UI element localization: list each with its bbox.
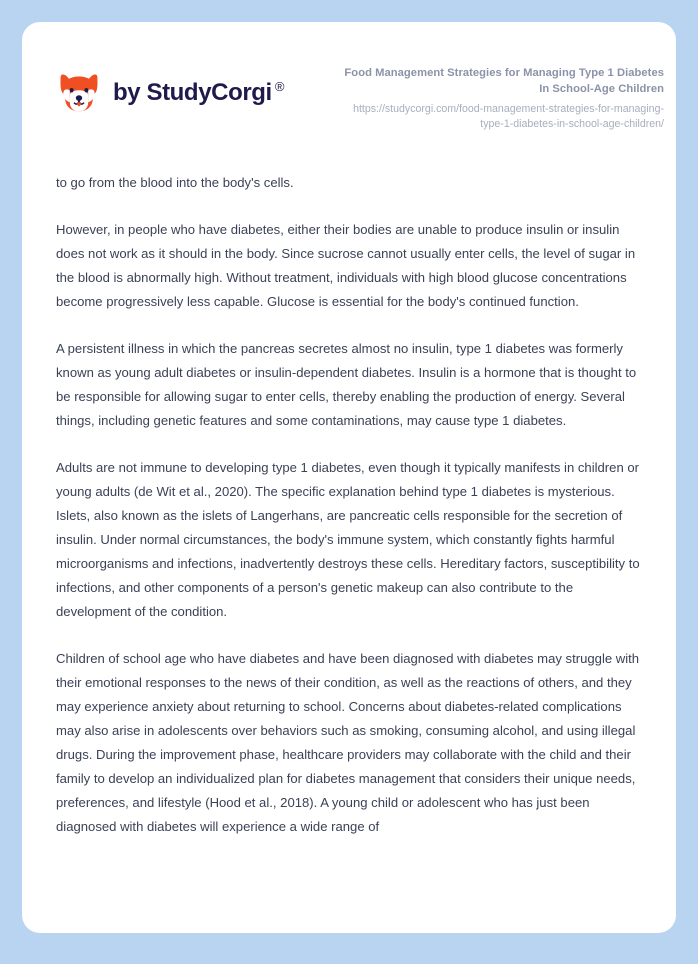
paragraph: Adults are not immune to developing type 1 diabetes, even though it typically manifests in children or young adults (de Wit et al., 2020). The specific explanation behind type 1 diabetes is mysterious. Islets, also known as the islets of Langerhans, are pancreatic cells responsible for the secretion of insulin. Under normal circumstances, the body's immune system, which constantly fights harmful microorganisms and infections, inadvertently destroys these cells. Hereditary factors, susceptibility to infections, and other components of a person's genetic makeup can also contribute to the development of the condition.: [56, 459, 640, 619]
document-page: [22, 22, 676, 933]
document-body: [22, 133, 676, 839]
registered-trademark-icon: ®: [274, 79, 284, 94]
paragraph: A persistent illness in which the pancreas secretes almost no insulin, type 1 diabetes was formerly known as young adult diabetes or insulin-dependent diabetes. Insulin is a hormone that is thought to be responsible for allowing sugar to enter cells, thereby enabling the production of energy. Several things, including genetic features and some contaminations, may cause type 1 diabetes.: [56, 340, 637, 428]
page-title: Food Management Strategies for Managing Type 1 Diabetes In School-Age Children: [344, 67, 664, 95]
source-url[interactable]: https://studycorgi.com/food-management-strategies-for-managing-type-1-diabetes-in-school-age-children/: [353, 102, 664, 131]
paragraph: However, in people who have diabetes, either their bodies are unable to produce insulin or insulin does not work as it should in the body. Since sucrose cannot usually enter cells, the level of sugar in the blood is abnormally high. Without treatment, individuals with high blood glucose concentrations become progressively less capable. Glucose is essential for the body's continued function.: [56, 221, 636, 309]
paragraph: Children of school age who have diabetes and have been diagnosed with diabetes may struggle with their emotional responses to the news of their condition, as well as the reactions of others, and they may experience anxiety about returning to school. Concerns about diabetes-related complications may also arise in adolescents over behaviors such as smoking, consuming alcohol, and using illegal drugs. During the improvement phase, healthcare providers may collaborate with the child and their family to develop an individualized plan for diabetes management that considers their unique needs, preferences, and lifestyle (Hood et al., 2018). A young child or adolescent who has just been diagnosed with diabetes will experience a wide range of: [56, 650, 640, 834]
paragraph: to go from the blood into the body's cells.: [56, 174, 294, 190]
document-meta: [338, 64, 664, 133]
brand-logo-group[interactable]: [56, 64, 284, 116]
brand-wordmark: by StudyCorgi ®: [113, 79, 284, 106]
document-header: [22, 22, 676, 133]
corgi-logo-icon: [56, 70, 102, 116]
